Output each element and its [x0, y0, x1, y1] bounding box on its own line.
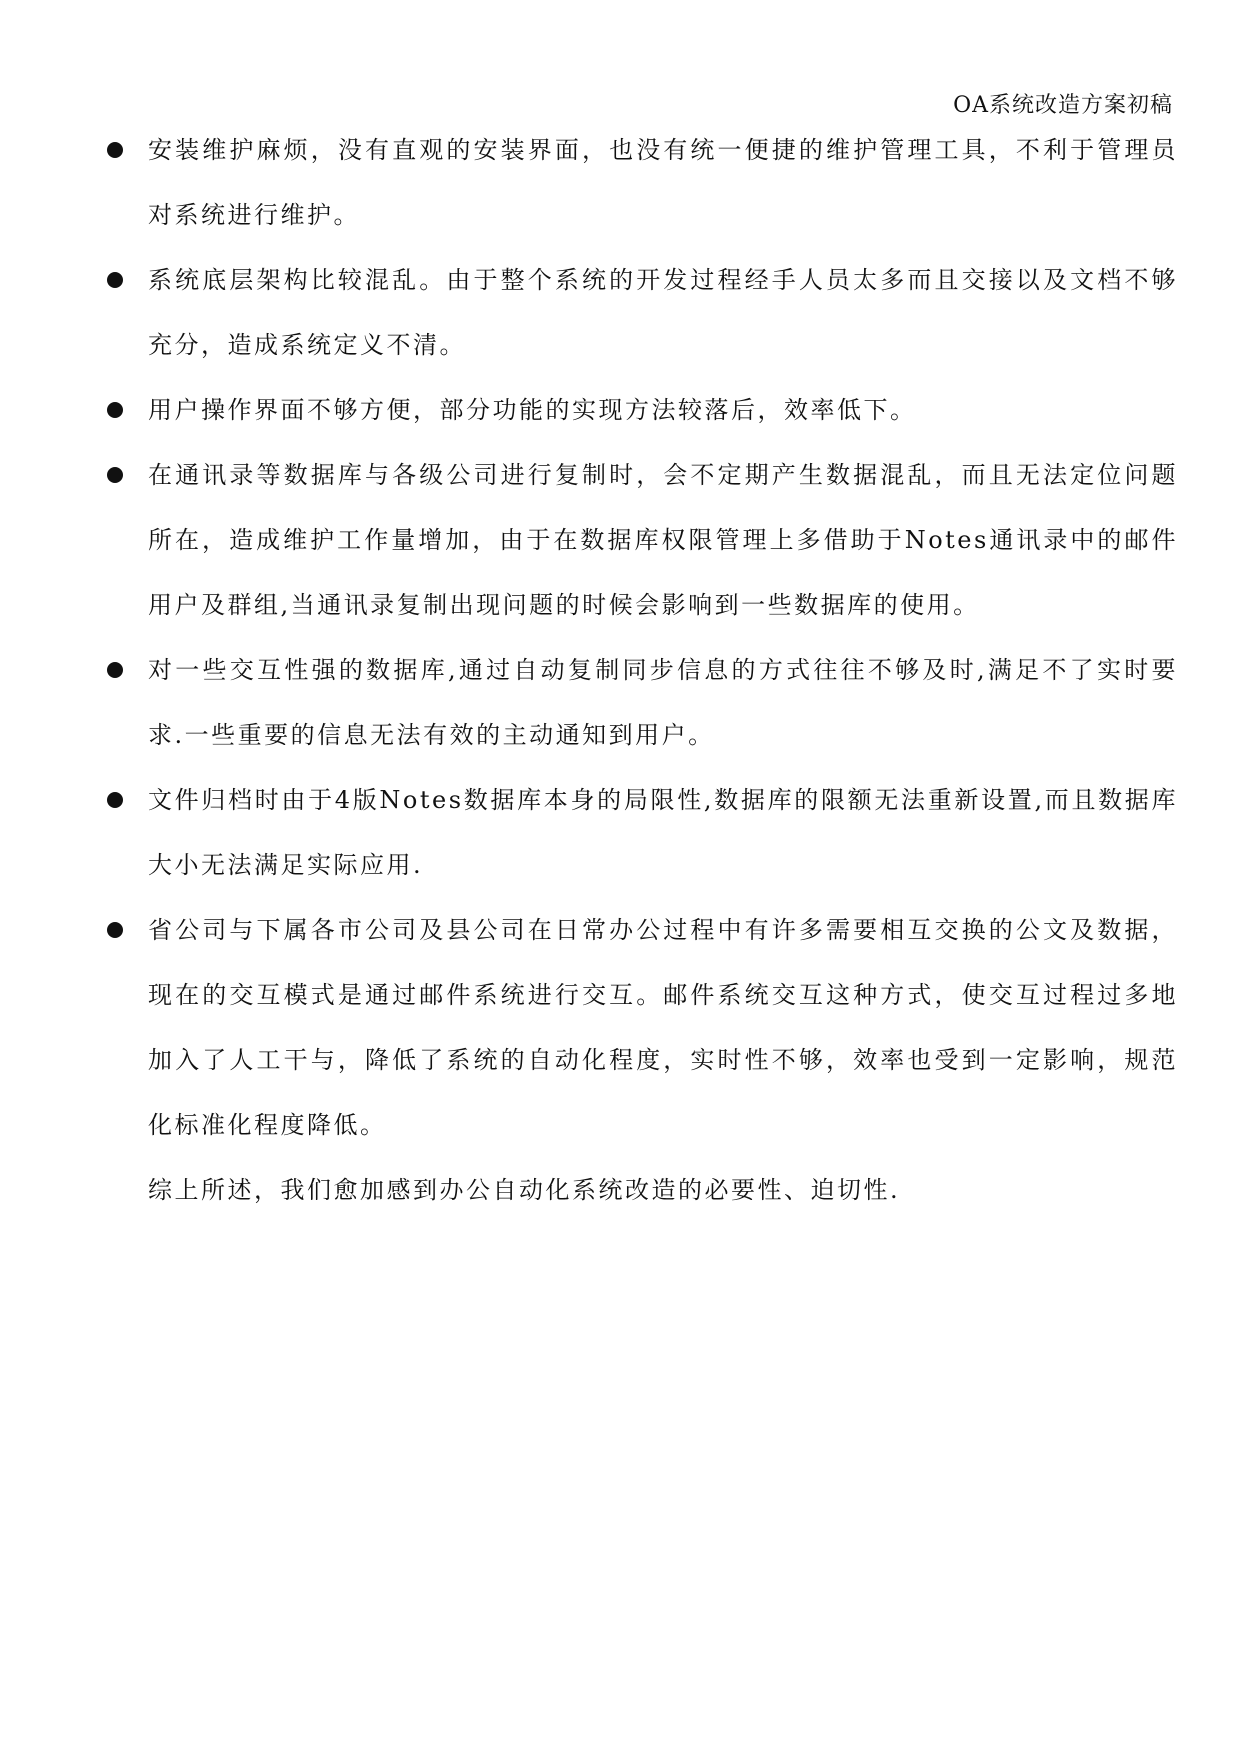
list-item-text: 省公司与下属各市公司及县公司在日常办公过程中有许多需要相互交换的公文及数据，现在的交互模式是通过邮件系统进行交互。邮件系统交互这种方式，使交互过程过多地加入了人工干与，降低了系统的自动化程度，实时性不够，效率也受到一定影响，规范化标准化程度降低。	[148, 916, 1178, 1139]
page-content	[98, 118, 1178, 1223]
list-item-text: 安装维护麻烦，没有直观的安装界面，也没有统一便捷的维护管理工具，不利于管理员对系统进行维护。	[148, 136, 1178, 229]
list-item	[98, 443, 1178, 638]
bullet-icon	[107, 662, 123, 678]
list-item-text: 文件归档时由于4版Notes数据库本身的局限性,数据库的限额无法重新设置,而且数据库大小无法满足实际应用.	[148, 786, 1178, 879]
bullet-icon	[107, 792, 123, 808]
page-header: OA系统改造方案初稿	[953, 93, 1173, 118]
list-item	[98, 378, 1178, 443]
list-item-text: 系统底层架构比较混乱。由于整个系统的开发过程经手人员太多而且交接以及文档不够充分，造成系统定义不清。	[148, 266, 1178, 359]
list-item	[98, 768, 1178, 898]
list-item	[98, 118, 1178, 248]
list-item	[98, 638, 1178, 768]
list-item	[98, 248, 1178, 378]
list-item-text: 在通讯录等数据库与各级公司进行复制时，会不定期产生数据混乱，而且无法定位问题所在，造成维护工作量增加，由于在数据库权限管理上多借助于Notes通讯录中的邮件用户及群组,当通讯录复制出现问题的时候会影响到一些数据库的使用。	[148, 461, 1178, 619]
bullet-icon	[107, 402, 123, 418]
list-item-text: 对一些交互性强的数据库,通过自动复制同步信息的方式往往不够及时,满足不了实时要求.一些重要的信息无法有效的主动通知到用户。	[148, 656, 1178, 749]
bullet-icon	[107, 142, 123, 158]
bullet-icon	[107, 922, 123, 938]
list-item-text: 用户操作界面不够方便，部分功能的实现方法较落后，效率低下。	[148, 396, 917, 424]
bullet-icon	[107, 272, 123, 288]
summary-paragraph: 综上所述，我们愈加感到办公自动化系统改造的必要性、迫切性.	[148, 1176, 901, 1204]
list-item	[98, 898, 1178, 1158]
issue-list	[98, 118, 1178, 1158]
bullet-icon	[107, 467, 123, 483]
